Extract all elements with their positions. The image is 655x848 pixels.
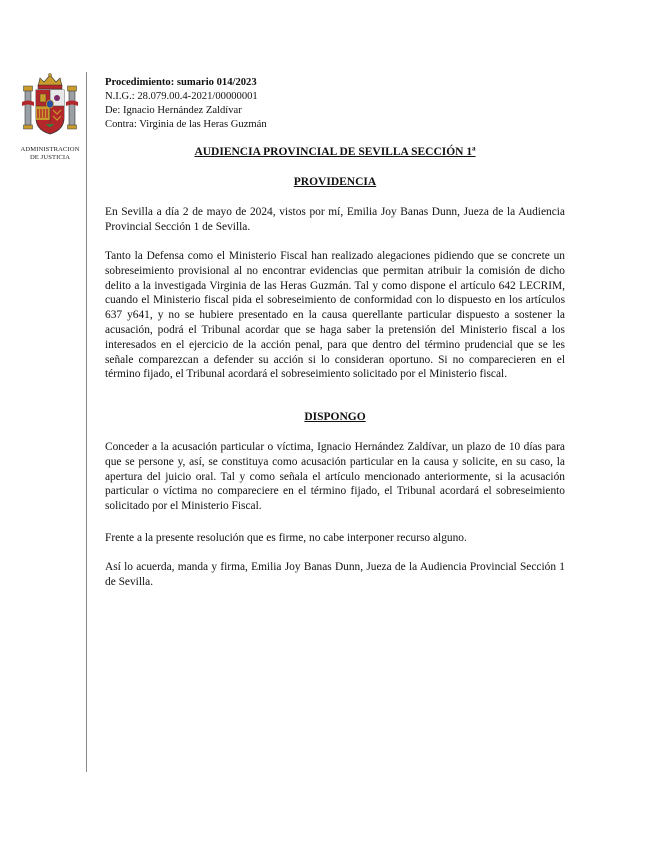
nig-line: N.I.G.: 28.079.00.4-2021/00000001 [105,91,258,102]
logo-caption-line1: ADMINISTRACION [20,146,80,153]
court-title: AUDIENCIA PROVINCIAL DE SEVILLA SECCIÓN 1ª [194,146,476,158]
intro-paragraph: En Sevilla a día 2 de mayo de 2024, vistos por mí, Emilia Joy Banas Dunn, Jueza de la Audiencia Provincial Sección 1 de Sevilla. [105,206,565,233]
signature-paragraph: Así lo acuerda, manda y firma, Emilia Joy Banas Dunn, Jueza de la Audiencia Provincial Sección 1 de Sevilla. [105,561,565,588]
dispongo-title: DISPONGO [304,411,366,423]
coat-of-arms-logo [12,72,88,162]
plaintiff-line: De: Ignacio Hernández Zaldívar [105,105,242,116]
case-header [105,76,267,132]
defendant-line: Contra: Virginia de las Heras Guzmán [105,119,267,130]
ruling-paragraph: Conceder a la acusación particular o víctima, Ignacio Hernández Zaldívar, un plazo de 10 días para que se persone y, así, se constituya como acusación particular en la causa y solicite, en su caso, la apertura del juicio oral. Tal y como señala el artículo mencionado anteriormente, si la acusación particular o víctima no compareciere en el término fijado, el Tribunal acordará el sobreseimiento solicitado por el Ministerio Fiscal. [105,441,565,513]
providencia-title: PROVIDENCIA [293,176,377,188]
reasoning-paragraph: Tanto la Defensa como el Ministerio Fiscal han realizado alegaciones pidiendo que se concrete un sobreseimiento provisional al no encontrar evidencias que permitan atribuir la comisión de dicho delito a la investigada Virginia de las Heras Guzmán. Tal y como dispone el artículo 642 LECRIM, cuando el Ministerio fiscal pida el sobreseimiento de conformidad con lo dispuesto en los artículos 637 y641, y no se hubiere presentado en la causa querellante particular dispuesto a sostener la acusación, podrá el Tribunal acordar que se haga saber la pretensión del Ministerio fiscal a los interesados en el ejercicio de la acción penal, para que dentro del término prudencial que se les señale comparezcan a defender su acción si lo consideran oportuno. Si no comparecieren en el término fijado, el Tribunal acordará el sobreseimiento solicitado por el Ministerio fiscal. [105,250,565,381]
appeal-paragraph: Frente a la presente resolución que es firme, no cabe interponer recurso alguno. [105,532,467,544]
logo-caption-line2: DE JUSTICIA [29,154,71,161]
coat-of-arms-icon [22,72,78,144]
margin-divider-line [86,72,87,772]
procedimiento-line: Procedimiento: sumario 014/2023 [105,77,257,88]
